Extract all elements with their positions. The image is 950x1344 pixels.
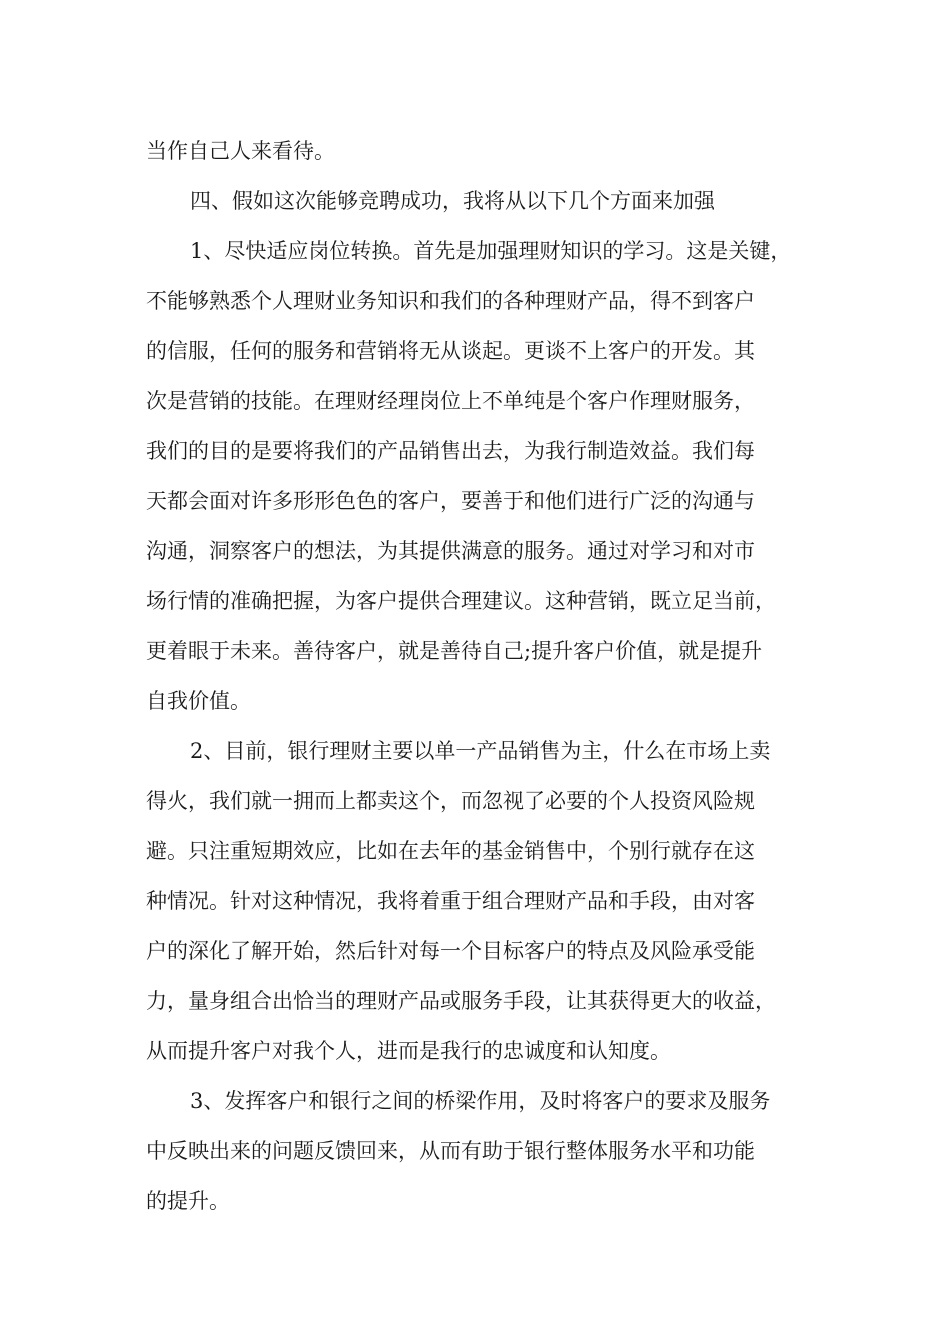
text-line: 的提升。 [146, 1189, 230, 1213]
text-line: 种情况。针对这种情况，我将着重于组合理财产品和手段，由对客 [146, 889, 755, 913]
text-line: 中反映出来的问题反馈回来，从而有助于银行整体服务水平和功能 [146, 1139, 755, 1163]
text-line: 的信服，任何的服务和营销将无从谈起。更谈不上客户的开发。其 [146, 339, 755, 363]
text-line: 1、尽快适应岗位转换。首先是加强理财知识的学习。这是关键， [190, 239, 792, 263]
text-line: 3、发挥客户和银行之间的桥梁作用，及时将客户的要求及服务 [190, 1089, 771, 1113]
text-line: 不能够熟悉个人理财业务知识和我们的各种理财产品，得不到客户 [146, 289, 755, 313]
section-heading: 四、假如这次能够竞聘成功，我将从以下几个方面来加强 [190, 189, 715, 213]
text-line: 自我价值。 [146, 689, 251, 713]
text-line: 得火，我们就一拥而上都卖这个，而忽视了必要的个人投资风险规 [146, 789, 755, 813]
text-line: 场行情的准确把握，为客户提供合理建议。这种营销，既立足当前， [146, 589, 776, 613]
text-line: 更着眼于未来。善待客户，就是善待自己;提升客户价值，就是提升 [146, 639, 763, 663]
text-line: 我们的目的是要将我们的产品销售出去，为我行制造效益。我们每 [146, 439, 755, 463]
text-line: 次是营销的技能。在理财经理岗位上不单纯是个客户作理财服务， [146, 389, 755, 413]
text-line: 当作自己人来看待。 [146, 139, 335, 163]
text-line: 天都会面对许多形形色色的客户，要善于和他们进行广泛的沟通与 [146, 489, 755, 513]
text-line: 力，量身组合出恰当的理财产品或服务手段，让其获得更大的收益， [146, 989, 776, 1013]
text-line: 从而提升客户对我个人，进而是我行的忠诚度和认知度。 [146, 1039, 671, 1063]
text-line: 户的深化了解开始，然后针对每一个目标客户的特点及风险承受能 [146, 939, 755, 963]
text-line: 2、目前，银行理财主要以单一产品销售为主，什么在市场上卖 [190, 739, 771, 763]
text-line: 沟通，洞察客户的想法，为其提供满意的服务。通过对学习和对市 [146, 539, 755, 563]
text-line: 避。只注重短期效应，比如在去年的基金销售中，个别行就存在这 [146, 839, 755, 863]
